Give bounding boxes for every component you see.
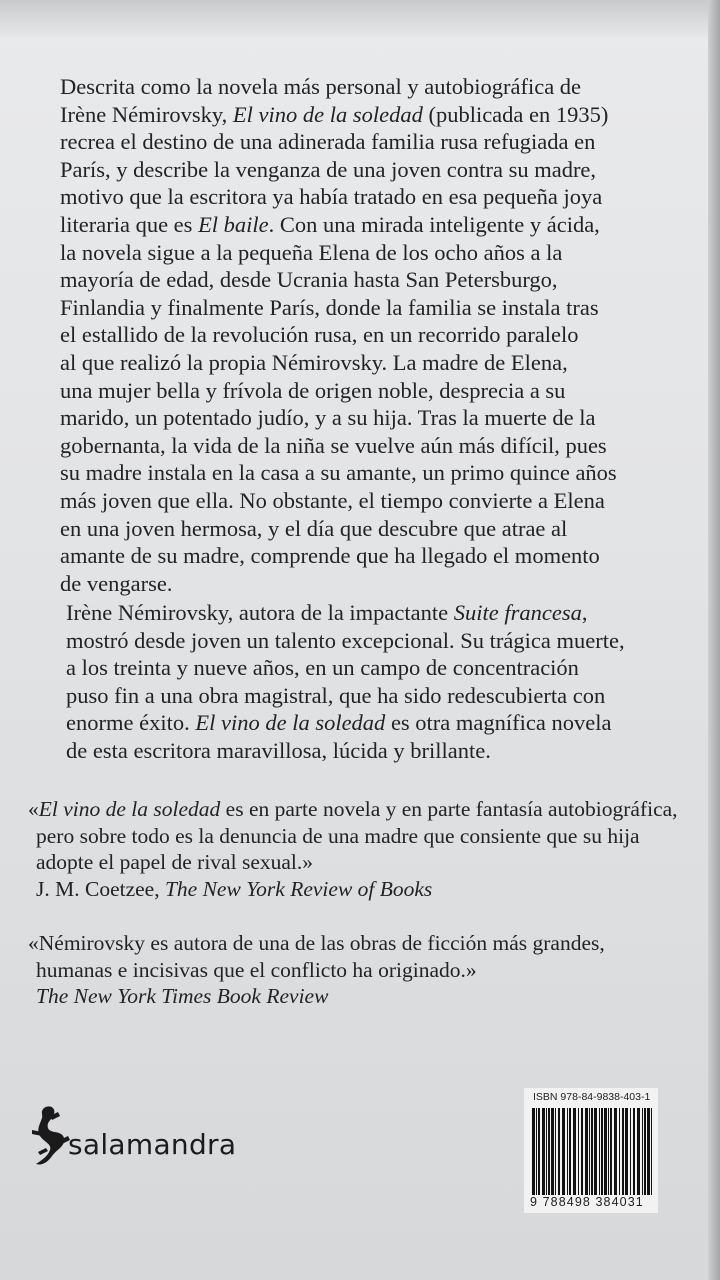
barcode-bar: [608, 1108, 609, 1200]
text-span: enorme éxito.: [66, 710, 196, 736]
text-span: de vengarse.: [60, 570, 173, 596]
text-line: [60, 129, 595, 155]
text-line: [60, 295, 599, 321]
text-line: [60, 184, 602, 210]
text-span: Finlandia y finalmente París, donde la familia se instala tras: [60, 294, 599, 320]
barcode-bar: [637, 1108, 640, 1200]
text-line: [36, 823, 640, 849]
barcode-bar: [625, 1108, 628, 1200]
barcode-bar: [558, 1108, 560, 1200]
barcode: [532, 1108, 654, 1200]
text-line: [66, 683, 605, 709]
text-span: pero sobre todo es la denuncia de una madre que consiente que su hija: [36, 823, 640, 848]
barcode-bar: [573, 1108, 576, 1200]
barcode-bar: [538, 1108, 540, 1200]
text-line: [36, 849, 313, 875]
italic-title: El baile: [198, 212, 269, 237]
barcode-bar: [619, 1108, 620, 1200]
text-line: [60, 267, 558, 293]
barcode-bar: [589, 1108, 590, 1200]
top-shadow: [0, 0, 720, 40]
text-line: [60, 350, 568, 376]
text-span: Irène Némirovsky,: [60, 101, 233, 127]
text-line: [36, 876, 432, 902]
italic-title: Suite francesa: [453, 600, 582, 625]
barcode-bar: [599, 1108, 600, 1200]
text-span: al que realizó la propia Némirovsky. La madre de Elena,: [60, 350, 568, 375]
text-span: a los treinta y nueve años, en un campo de concentración: [66, 655, 579, 681]
text-line: [36, 983, 328, 1009]
barcode-bar: [591, 1108, 593, 1200]
barcode-bar: [562, 1108, 565, 1200]
text-span: (publicada en 1935): [422, 101, 609, 127]
text-span: «Némirovsky es autora de una de las obras de ficción más grandes,: [28, 931, 605, 955]
text-span: puso fin a una obra magistral, que ha sido redescubierta con: [66, 682, 606, 708]
text-line: [60, 433, 607, 459]
text-line: [60, 322, 579, 348]
barcode-bar: [581, 1108, 583, 1200]
barcode-bar: [647, 1108, 650, 1200]
italic-title: The New York Review of Books: [164, 876, 433, 901]
text-span: literaria que es: [60, 212, 199, 237]
text-line: [60, 212, 600, 238]
barcode-bar: [642, 1108, 643, 1200]
text-span: su madre instala en la casa a su amante, un primo quince años: [60, 460, 617, 486]
barcode-bar: [630, 1108, 631, 1200]
text-span: adopte el papel de rival sexual.»: [36, 850, 314, 874]
barcode-bar: [548, 1108, 550, 1200]
barcode-bar: [633, 1108, 635, 1200]
text-span: en una joven hermosa, y el día que descubre que atrae al: [60, 515, 568, 541]
text-line: [66, 655, 579, 681]
barcode-bar: [546, 1108, 547, 1200]
barcode-bar: [644, 1108, 646, 1200]
barcode-bar: [594, 1108, 597, 1200]
barcode-bar: [532, 1108, 535, 1200]
text-span: es otra magnífica novela: [385, 710, 612, 736]
text-line: [60, 460, 617, 486]
text-span: J. M. Coetzee,: [36, 876, 165, 901]
barcode-bar: [567, 1108, 568, 1200]
barcode-bar: [536, 1108, 537, 1200]
barcode-bar: [551, 1108, 554, 1200]
publisher-name: salamandra: [68, 1128, 237, 1161]
text-line: [60, 240, 562, 266]
text-line: [60, 543, 600, 569]
text-span: Irène Némirovsky, autora de la impactante: [66, 600, 454, 625]
page-edge: [708, 0, 720, 1280]
text-span: mayoría de edad, desde Ucrania hasta San Petersburgo,: [60, 267, 558, 293]
text-span: «: [28, 797, 39, 821]
text-line: [28, 796, 678, 822]
text-span: el estallido de la revolución rusa, en un recorrido paralelo: [60, 322, 579, 348]
text-line: [28, 930, 605, 956]
text-line: [66, 710, 611, 736]
barcode-bar: [569, 1108, 571, 1200]
italic-title: El vino de la soledad: [38, 797, 221, 821]
barcode-bar: [578, 1108, 579, 1200]
text-span: amante de su madre, comprende que ha llegado el momento: [60, 543, 600, 569]
barcode-bar: [601, 1108, 603, 1200]
barcode-bar: [614, 1108, 617, 1200]
text-span: ,: [581, 600, 588, 625]
text-span: una mujer bella y frívola de origen noble, desprecia a su: [60, 377, 566, 403]
text-line: [66, 600, 588, 626]
text-line: [60, 102, 608, 128]
barcode-bar: [542, 1108, 545, 1200]
isbn-text: ISBN 978-84-9838-403-1: [533, 1091, 651, 1103]
text-line: [66, 628, 625, 654]
text-span: . Con una mirada inteligente y ácida,: [268, 212, 600, 237]
text-span: París, y describe la venganza de una joven contra su madre,: [60, 156, 597, 182]
text-line: [60, 405, 596, 431]
text-line: [60, 74, 581, 100]
text-line: [60, 571, 172, 597]
italic-title: El vino de la soledad: [232, 101, 423, 127]
text-span: gobernanta, la vida de la niña se vuelve aún más difícil, pues: [60, 432, 607, 458]
text-line: [66, 738, 491, 764]
text-span: marido, un potentado judío, y a su hija. Tras la muerte de la: [60, 405, 596, 431]
barcode-bar: [622, 1108, 624, 1200]
text-span: humanas e incisivas que el conflicto ha originado.»: [36, 957, 477, 982]
text-span: de esta escritora maravillosa, lúcida y brillante.: [66, 738, 491, 763]
text-line: [60, 516, 567, 542]
barcode-bar: [651, 1108, 652, 1200]
text-line: [36, 957, 477, 983]
barcode-bar: [555, 1108, 556, 1200]
text-span: la novela sigue a la pequeña Elena de los ocho años a la: [60, 239, 563, 265]
text-line: [60, 157, 596, 183]
barcode-bar: [604, 1108, 607, 1200]
text-span: mostró desde joven un talento excepcional. Su trágica muerte,: [66, 627, 625, 653]
italic-title: The New York Times Book Review: [36, 984, 329, 1008]
barcode-bar: [585, 1108, 588, 1200]
italic-title: El vino de la soledad: [195, 710, 386, 736]
text-line: [60, 488, 605, 514]
text-span: Descrita como la novela más personal y autobiográfica de: [60, 74, 582, 99]
text-span: recrea el destino de una adinerada familia rusa refugiada en: [60, 129, 596, 155]
text-span: motivo que la escritora ya había tratado en esa pequeña joya: [60, 184, 603, 210]
text-line: [60, 378, 565, 404]
barcode-digits: 9 788498 384031: [530, 1195, 658, 1209]
text-span: es en parte novela y en parte fantasía autobiográfica,: [220, 797, 678, 821]
barcode-bar: [610, 1108, 612, 1200]
text-span: más joven que ella. No obstante, el tiempo convierte a Elena: [60, 488, 605, 513]
